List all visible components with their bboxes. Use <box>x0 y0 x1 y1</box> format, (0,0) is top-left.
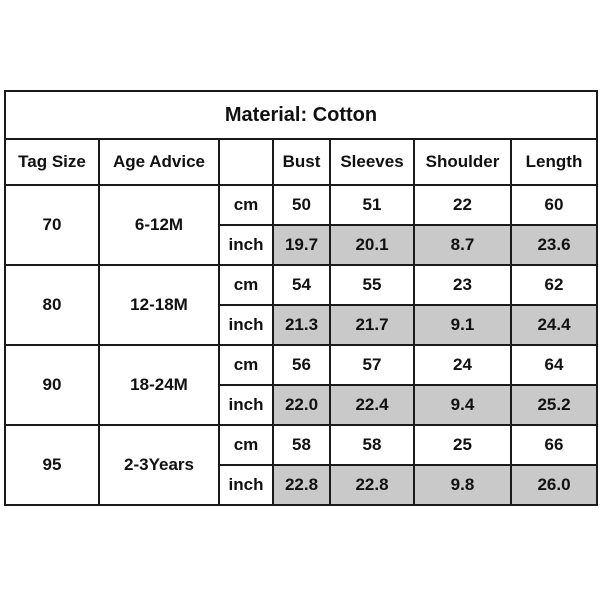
unit-cell: cm <box>219 345 273 385</box>
length-cell: 60 <box>511 185 597 225</box>
shoulder-cell: 8.7 <box>414 225 511 265</box>
bust-cell: 56 <box>273 345 330 385</box>
unit-cell: cm <box>219 265 273 305</box>
sleeves-cell: 58 <box>330 425 414 465</box>
sleeves-cell: 22.8 <box>330 465 414 505</box>
header-row <box>5 139 597 185</box>
sleeves-cell: 51 <box>330 185 414 225</box>
length-cell: 25.2 <box>511 385 597 425</box>
length-cell: 66 <box>511 425 597 465</box>
age-advice-cell: 18-24M <box>99 345 219 425</box>
length-cell: 64 <box>511 345 597 385</box>
sleeves-cell: 22.4 <box>330 385 414 425</box>
header-shoulder: Shoulder <box>414 139 511 185</box>
sleeves-cell: 21.7 <box>330 305 414 345</box>
unit-cell: inch <box>219 385 273 425</box>
length-cell: 62 <box>511 265 597 305</box>
header-unit <box>219 139 273 185</box>
bust-cell: 54 <box>273 265 330 305</box>
table-title: Material: Cotton <box>5 91 597 139</box>
size-chart-table <box>4 90 598 506</box>
tag-size-cell: 70 <box>5 185 99 265</box>
unit-cell: inch <box>219 465 273 505</box>
unit-cell: cm <box>219 185 273 225</box>
unit-cell: inch <box>219 225 273 265</box>
shoulder-cell: 9.8 <box>414 465 511 505</box>
tag-size-cell: 80 <box>5 265 99 345</box>
bust-cell: 21.3 <box>273 305 330 345</box>
bust-cell: 22.0 <box>273 385 330 425</box>
title-row <box>5 91 597 139</box>
tag-size-cell: 90 <box>5 345 99 425</box>
sleeves-cell: 55 <box>330 265 414 305</box>
length-cell: 24.4 <box>511 305 597 345</box>
shoulder-cell: 9.1 <box>414 305 511 345</box>
bust-cell: 19.7 <box>273 225 330 265</box>
header-age-advice: Age Advice <box>99 139 219 185</box>
shoulder-cell: 22 <box>414 185 511 225</box>
header-sleeves: Sleeves <box>330 139 414 185</box>
header-bust: Bust <box>273 139 330 185</box>
bust-cell: 50 <box>273 185 330 225</box>
table-row <box>5 265 597 305</box>
sleeves-cell: 57 <box>330 345 414 385</box>
shoulder-cell: 25 <box>414 425 511 465</box>
age-advice-cell: 12-18M <box>99 265 219 345</box>
table-row <box>5 425 597 465</box>
tag-size-cell: 95 <box>5 425 99 505</box>
shoulder-cell: 9.4 <box>414 385 511 425</box>
length-cell: 26.0 <box>511 465 597 505</box>
unit-cell: inch <box>219 305 273 345</box>
length-cell: 23.6 <box>511 225 597 265</box>
unit-cell: cm <box>219 425 273 465</box>
sleeves-cell: 20.1 <box>330 225 414 265</box>
header-length: Length <box>511 139 597 185</box>
bust-cell: 58 <box>273 425 330 465</box>
shoulder-cell: 23 <box>414 265 511 305</box>
age-advice-cell: 6-12M <box>99 185 219 265</box>
shoulder-cell: 24 <box>414 345 511 385</box>
age-advice-cell: 2-3Years <box>99 425 219 505</box>
bust-cell: 22.8 <box>273 465 330 505</box>
header-tag-size: Tag Size <box>5 139 99 185</box>
table-row <box>5 345 597 385</box>
table-row <box>5 185 597 225</box>
